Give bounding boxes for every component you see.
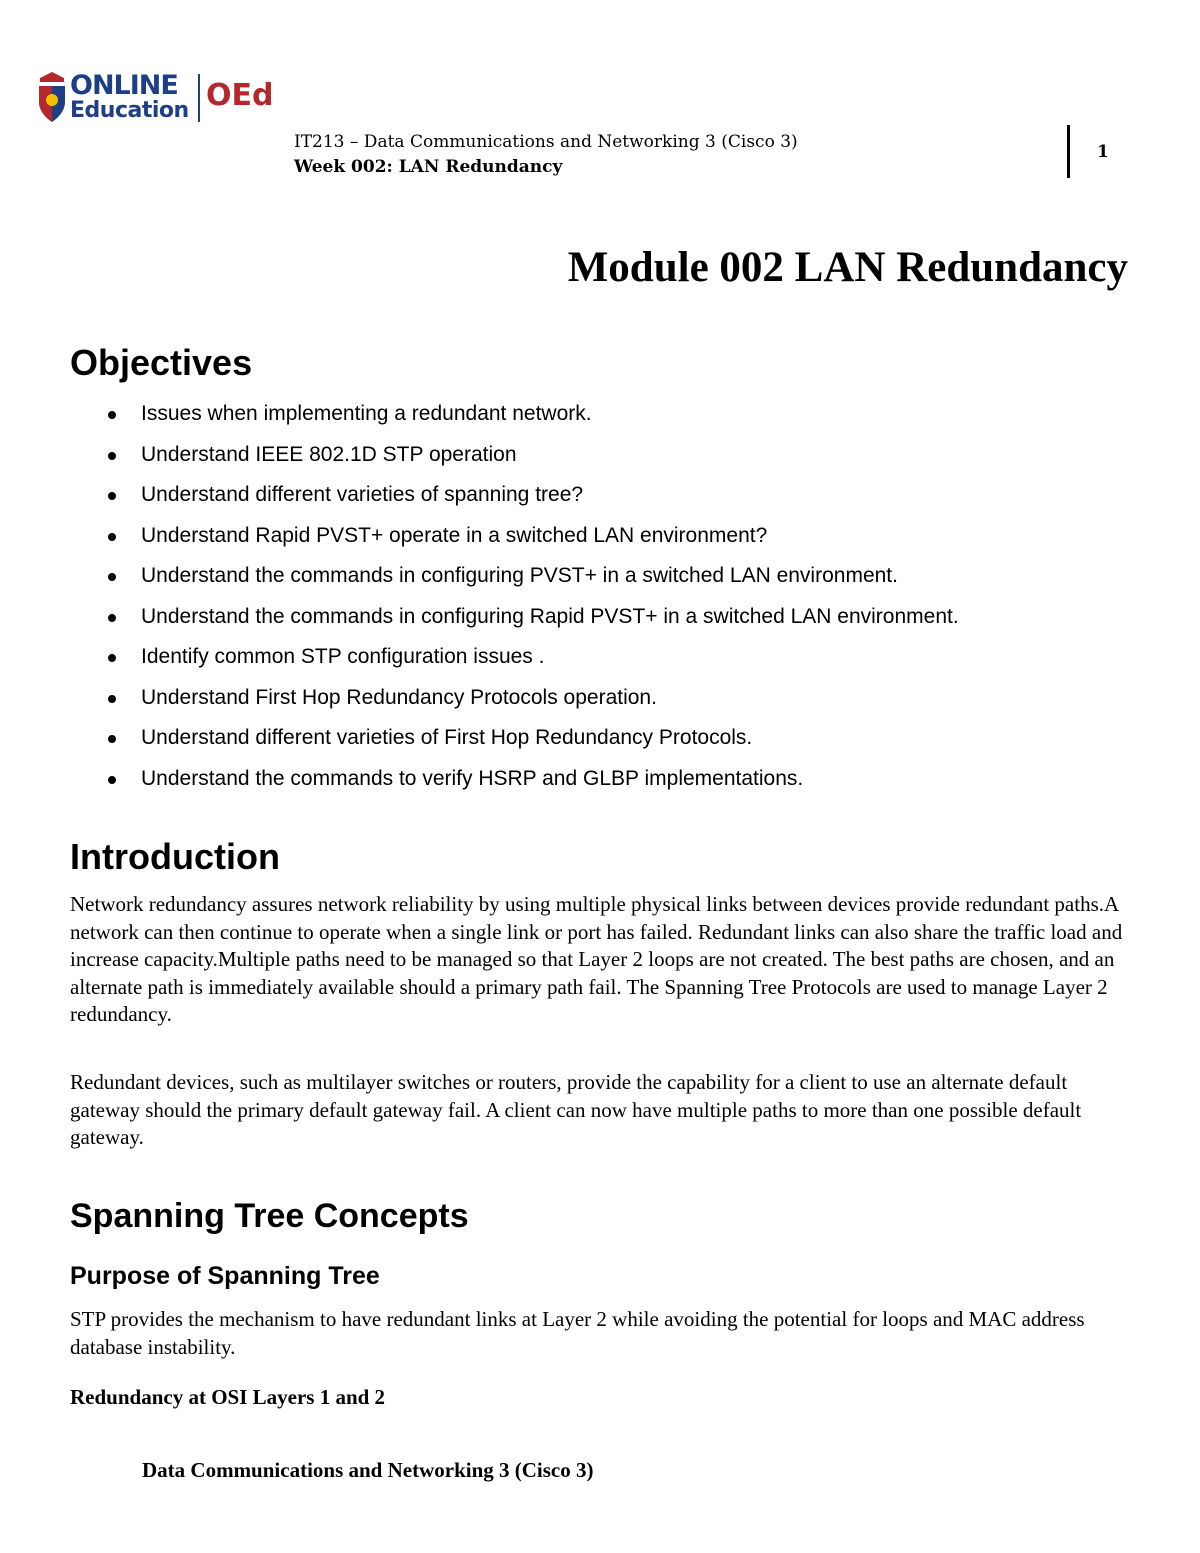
page-footer: Data Communications and Networking 3 (Cisco 3) — [142, 1458, 594, 1482]
online-education-logo — [36, 70, 276, 126]
bullet-icon — [108, 452, 116, 460]
bullet-icon — [108, 654, 116, 662]
list-item: Understand IEEE 802.1D STP operation — [70, 439, 959, 480]
introduction-paragraph-2: Redundant devices, such as multilayer switches or routers, provide the capability for a client to use an alternate default gateway should the primary default gateway fail. A client can now have multiple paths to more than one possible default gateway. — [70, 1070, 1082, 1149]
bullet-icon — [108, 776, 116, 784]
bullet-icon — [108, 573, 116, 581]
purpose-paragraph: STP provides the mechanism to have redundant links at Layer 2 while avoiding the potential for loops and MAC address database instability. — [70, 1307, 1085, 1359]
redundancy-layers-label: Redundancy at OSI Layers 1 and 2 — [70, 1385, 386, 1409]
header-divider — [1067, 125, 1070, 178]
spanning-tree-heading: Spanning Tree Concepts — [70, 1197, 469, 1235]
list-item: Understand the commands to verify HSRP and GLBP implementations. — [70, 763, 959, 804]
logo-mark-oed: OEd — [206, 78, 274, 113]
shield-crest-icon — [36, 72, 68, 126]
bullet-icon — [108, 695, 116, 703]
list-item: Understand First Hop Redundancy Protocols operation. — [70, 682, 959, 723]
page-number: 1 — [1097, 142, 1109, 162]
list-item: Understand Rapid PVST+ operate in a switched LAN environment? — [70, 520, 959, 561]
logo-divider — [198, 74, 200, 122]
introduction-paragraph-1: Network redundancy assures network reliability by using multiple physical links between devices provide redundant paths.A network can then continue to operate when a single link or port has failed. Redundant links can also share the traffic load and increase capacity.Multiple paths need to be managed so that Layer 2 loops are not created. The best paths are chosen, and an alternate path is immediately available should a primary path fail. The Spanning Tree Protocols are used to manage Layer 2 redundancy. — [70, 892, 1123, 1026]
module-title: Module 002 LAN Redundancy — [567, 244, 1128, 291]
list-item: Identify common STP configuration issues . — [70, 641, 959, 682]
bullet-icon — [108, 411, 116, 419]
list-item: Issues when implementing a redundant network. — [70, 398, 959, 439]
running-header — [294, 130, 798, 180]
list-item: Understand the commands in configuring PVST+ in a switched LAN environment. — [70, 560, 959, 601]
list-item: Understand the commands in configuring Rapid PVST+ in a switched LAN environment. — [70, 601, 959, 642]
objectives-heading: Objectives — [70, 342, 253, 383]
list-item: Understand different varieties of First Hop Redundancy Protocols. — [70, 722, 959, 763]
bullet-icon — [108, 735, 116, 743]
introduction-heading: Introduction — [70, 836, 280, 877]
bullet-icon — [108, 492, 116, 500]
bullet-icon — [108, 533, 116, 541]
bullet-icon — [108, 614, 116, 622]
objectives-list — [70, 398, 959, 803]
course-title: IT213 – Data Communications and Networking 3 (Cisco 3) — [294, 132, 798, 152]
purpose-subheading: Purpose of Spanning Tree — [70, 1262, 380, 1290]
list-item: Understand different varieties of spanning tree? — [70, 479, 959, 520]
logo-line-education: Education — [70, 98, 189, 123]
logo-line-online: ONLINE — [70, 70, 178, 101]
week-title: Week 002: LAN Redundancy — [294, 157, 563, 177]
